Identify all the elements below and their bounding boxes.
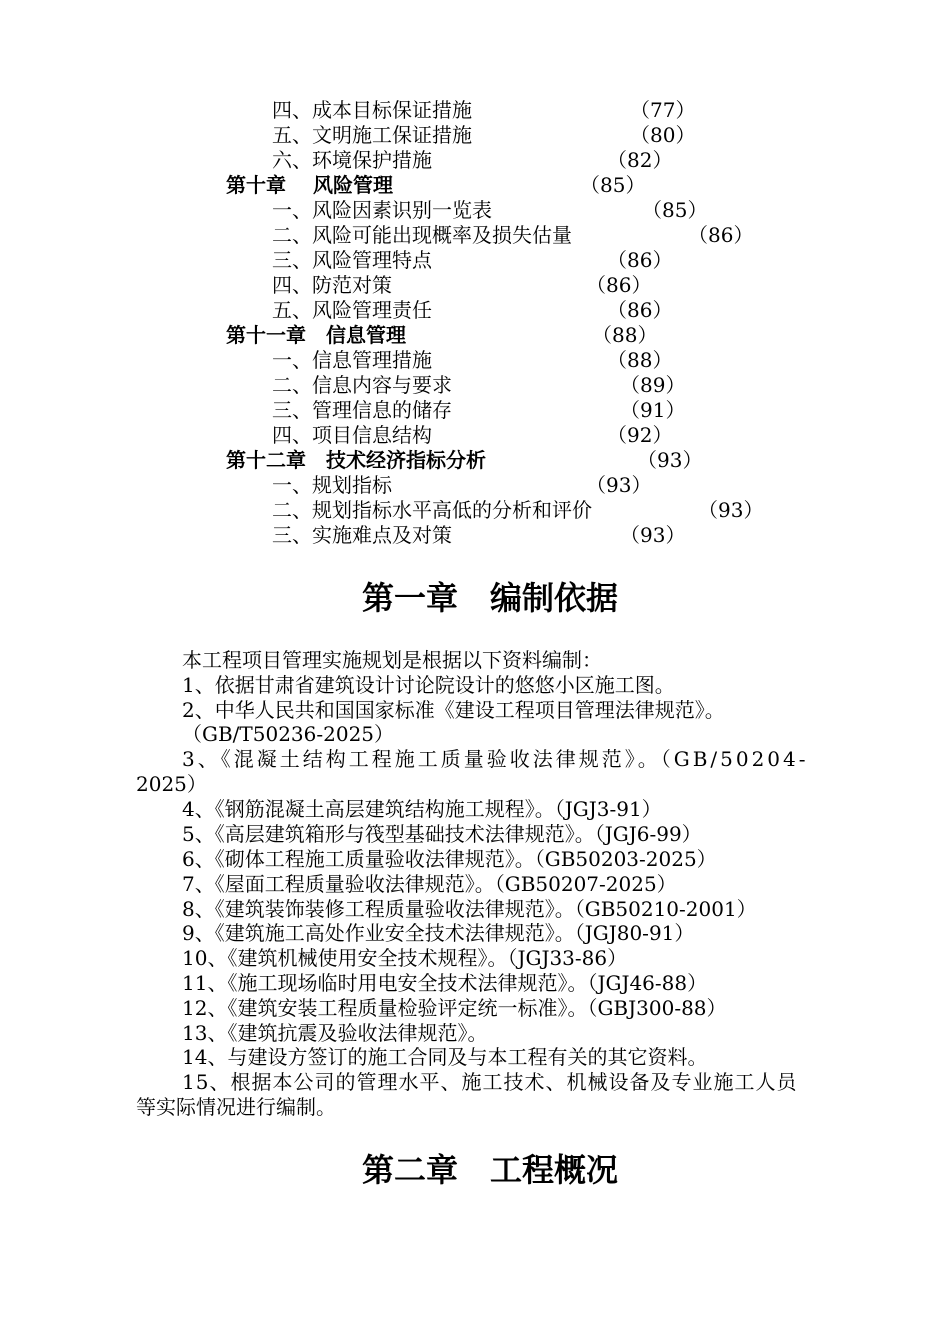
toc-entry-page: （92） [607, 423, 673, 447]
list-item-continuation: （GB/T50236-2025） [182, 722, 395, 746]
toc-entry-page: （86） [607, 298, 673, 322]
toc-entry-page: （89） [620, 373, 686, 397]
chapter-heading: 第一章 编制依据 [361, 579, 618, 617]
list-item: 7、《屋面工程质量验收法律规范》。（GB50207-2025） [182, 872, 677, 896]
list-item: 13、《建筑抗震及验收法律规范》。 [182, 1021, 488, 1045]
toc-entry-page: （93） [620, 523, 686, 547]
toc-entry-page: （85） [580, 173, 646, 197]
toc-entry-label: 一、规划指标 [272, 473, 392, 497]
toc-entry-label: 四、成本目标保证措施 [272, 98, 472, 122]
list-item: 6、《砌体工程施工质量验收法律规范》。（GB50203-2025） [182, 847, 717, 871]
toc-entry-label: 三、管理信息的储存 [272, 398, 452, 422]
toc-entry-label: 五、文明施工保证措施 [272, 123, 472, 147]
toc-chapter-label: 第十章 风险管理 [226, 173, 393, 197]
toc-entry-page: （93） [637, 448, 703, 472]
list-item: 11、《施工现场临时用电安全技术法律规范》。（JGJ46-88） [182, 971, 708, 995]
toc-entry-page: （80） [630, 123, 696, 147]
toc-entry-label: 三、实施难点及对策 [272, 523, 452, 547]
toc-entry-label: 一、信息管理措施 [272, 348, 432, 372]
toc-chapter-label: 第十一章 信息管理 [226, 323, 406, 347]
toc-chapter-label: 第十二章 技术经济指标分析 [226, 448, 486, 472]
list-item: 2、中华人民共和国国家标准《建设工程项目管理法律规范》。 [182, 698, 725, 722]
toc-entry-label: 六、环境保护措施 [272, 148, 432, 172]
toc-entry-page: （88） [592, 323, 658, 347]
toc-entry-label: 一、风险因素识别一览表 [272, 198, 492, 222]
list-item: 10、《建筑机械使用安全技术规程》。（JGJ33-86） [182, 946, 628, 970]
toc-entry-page: （93） [698, 498, 764, 522]
list-item: 4、《钢筋混凝土高层建筑结构施工规程》。（JGJ3-91） [182, 797, 662, 821]
toc-entry-label: 二、规划指标水平高低的分析和评价 [272, 498, 592, 522]
toc-entry-page: （82） [607, 148, 673, 172]
toc-entry-page: （91） [620, 398, 686, 422]
toc-entry-page: （77） [630, 98, 696, 122]
list-item: 12、《建筑安装工程质量检验评定统一标准》。（GBJ300-88） [182, 996, 727, 1020]
list-item: 3、《混凝土结构工程施工质量验收法律规范》。（GB/50204- [182, 747, 809, 771]
toc-entry-page: （88） [607, 348, 673, 372]
body-paragraph: 本工程项目管理实施规划是根据以下资料编制： [182, 648, 602, 672]
toc-entry-page: （86） [586, 273, 652, 297]
toc-entry-label: 三、风险管理特点 [272, 248, 432, 272]
toc-entry-page: （86） [607, 248, 673, 272]
list-item: 5、《高层建筑箱形与筏型基础技术法律规范》。（JGJ6-99） [182, 822, 702, 846]
toc-entry-label: 二、风险可能出现概率及损失估量 [272, 223, 572, 247]
toc-entry-page: （85） [642, 198, 708, 222]
toc-entry-label: 五、风险管理责任 [272, 298, 432, 322]
toc-entry-label: 四、防范对策 [272, 273, 392, 297]
list-item: 9、《建筑施工高处作业安全技术法律规范》。（JGJ80-91） [182, 921, 695, 945]
list-item-continuation: 等实际情况进行编制。 [136, 1095, 336, 1119]
chapter-heading: 第二章 工程概况 [361, 1151, 618, 1189]
toc-entry-page: （86） [688, 223, 754, 247]
list-item: 8、《建筑装饰装修工程质量验收法律规范》。（GB50210-2001） [182, 897, 757, 921]
list-item-continuation: 2025） [136, 772, 207, 796]
list-item: 1、依据甘肃省建筑设计讨论院设计的悠悠小区施工图。 [182, 673, 675, 697]
toc-entry-page: （93） [586, 473, 652, 497]
list-item: 15、根据本公司的管理水平、施工技术、机械设备及专业施工人员 [182, 1070, 798, 1094]
toc-entry-label: 四、项目信息结构 [272, 423, 432, 447]
toc-entry-label: 二、信息内容与要求 [272, 373, 452, 397]
list-item: 14、与建设方签订的施工合同及与本工程有关的其它资料。 [182, 1045, 708, 1069]
